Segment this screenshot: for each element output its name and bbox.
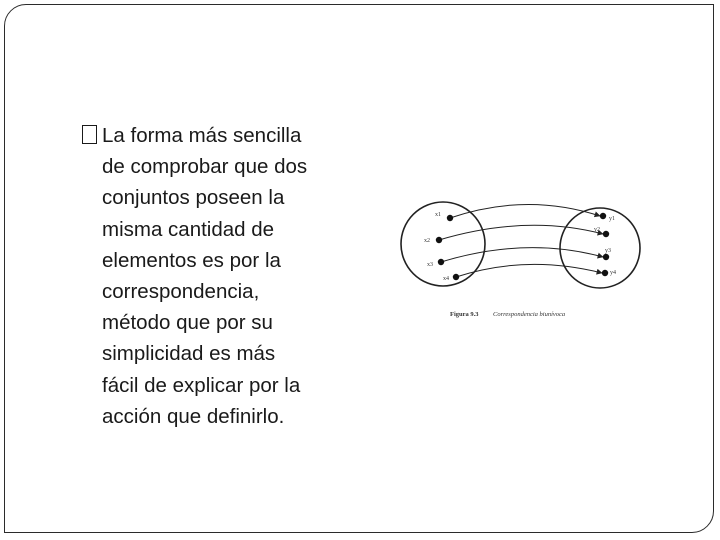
bullet-line-4 bbox=[102, 214, 352, 245]
bullet-line-text: elementos es por la bbox=[102, 248, 281, 272]
bullet-line-7 bbox=[102, 307, 352, 338]
bullet-line-3 bbox=[102, 182, 352, 213]
set-y-label-1: y1 bbox=[609, 216, 615, 222]
set-y-label-3: y3 bbox=[605, 248, 611, 254]
correspondence-figure bbox=[398, 196, 643, 326]
bullet-paragraph bbox=[82, 120, 352, 432]
bullet-line-text: conjuntos poseen la bbox=[102, 186, 285, 210]
bullet-line-6 bbox=[102, 276, 352, 307]
set-x-label-1: x1 bbox=[435, 212, 441, 218]
mapping-arrow-1 bbox=[450, 204, 600, 218]
set-y-circle bbox=[560, 208, 640, 288]
set-x-label-2: x2 bbox=[424, 238, 430, 244]
bullet-line-8 bbox=[102, 338, 352, 369]
bullet-line-text: de comprobar que dos bbox=[102, 155, 308, 179]
bullet-line-5 bbox=[102, 245, 352, 276]
bullet-line-10 bbox=[102, 401, 352, 432]
bullet-line-text: misma cantidad de bbox=[102, 217, 275, 241]
set-x-circle bbox=[401, 202, 485, 286]
set-x-label-4: x4 bbox=[443, 276, 449, 282]
bullet-line-1 bbox=[82, 120, 352, 151]
bullet-line-text: simplicidad es más bbox=[102, 342, 276, 366]
correspondence-diagram bbox=[398, 196, 643, 326]
set-x-label-3: x3 bbox=[427, 262, 433, 268]
figure-caption-number: Figura 9.3 bbox=[450, 311, 479, 318]
figure-caption-text: Correspondencia biunívoca bbox=[493, 311, 566, 318]
set-y-label-4: y4 bbox=[610, 270, 616, 276]
bullet-line-2 bbox=[102, 151, 352, 182]
bullet-line-text: método que por su bbox=[102, 311, 273, 335]
bullet-icon bbox=[82, 120, 102, 151]
mapping-arrow-2 bbox=[439, 225, 603, 240]
set-y-label-2: y2 bbox=[594, 227, 600, 233]
bullet-line-text: correspondencia, bbox=[102, 280, 260, 304]
mapping-arrow-3 bbox=[441, 248, 603, 262]
bullet-line-text: fácil de explicar por la bbox=[102, 373, 301, 397]
bullet-line-9 bbox=[102, 370, 352, 401]
bullet-line-text: acción que definirlo. bbox=[102, 404, 285, 428]
bullet-line-text: La forma más sencilla bbox=[102, 124, 302, 147]
